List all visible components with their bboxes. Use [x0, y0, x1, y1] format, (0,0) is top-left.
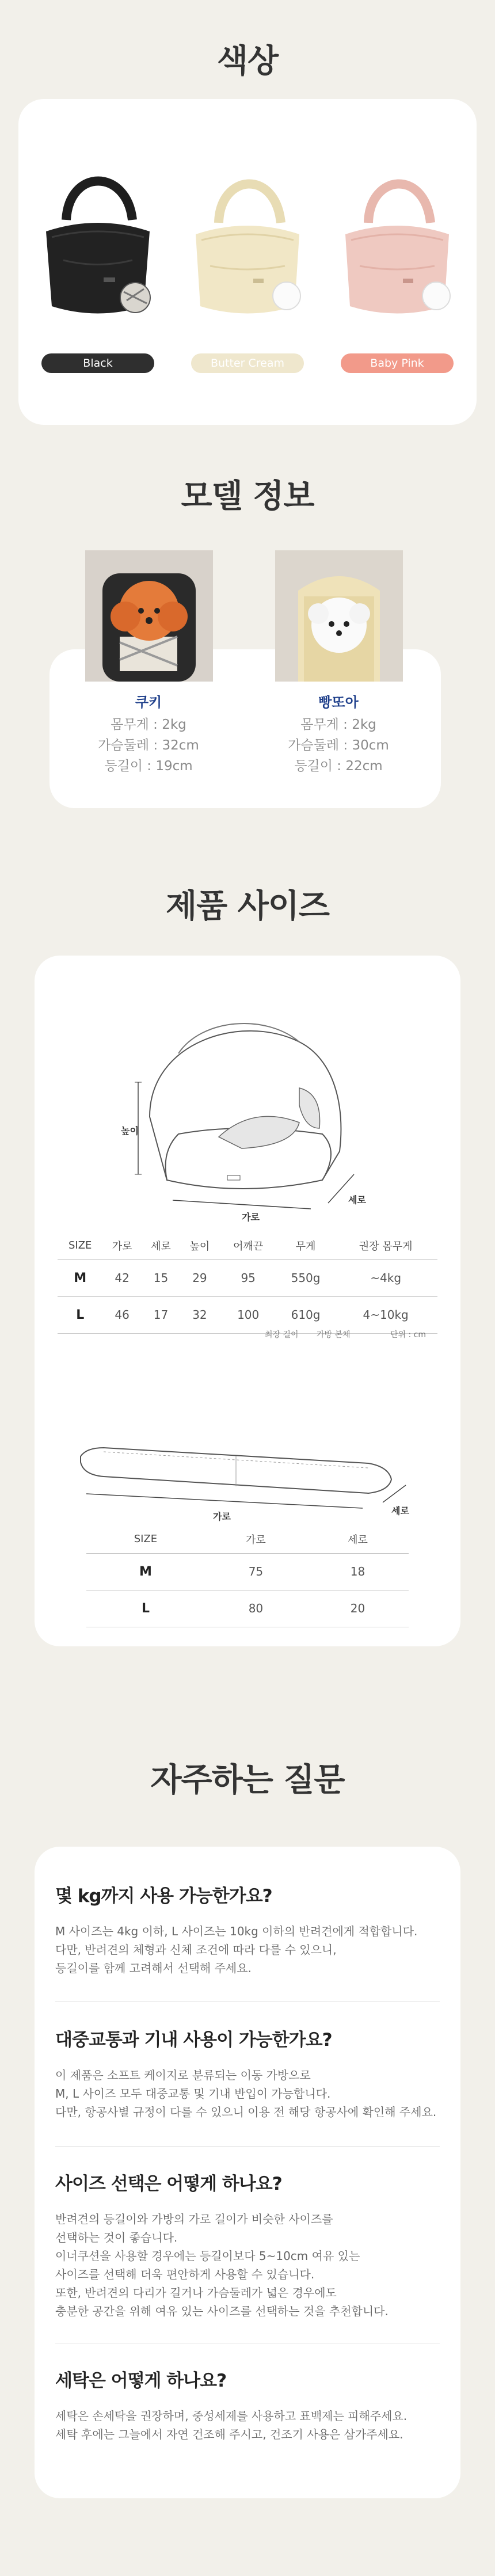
- model-back-length: 등길이 : 19cm: [104, 759, 193, 774]
- table-cell: 20: [307, 1590, 409, 1627]
- bag-image-baby-pink: [334, 145, 460, 335]
- table-header-cell: 무게: [277, 1232, 334, 1260]
- faq-question: 대중교통과 기내 사용이 가능한가요?: [55, 2030, 332, 2050]
- faq-divider: [55, 2146, 440, 2147]
- model-name: 빵또아: [318, 694, 359, 710]
- table-cell: 610g: [277, 1296, 334, 1333]
- colors-section-title: 색상: [216, 43, 279, 80]
- table-cell: 17: [142, 1296, 180, 1333]
- bag-dimension-diagram: [121, 990, 368, 1232]
- model-photo-cookie: [85, 550, 213, 682]
- table-row: [58, 1260, 437, 1296]
- faq-divider: [55, 2001, 440, 2002]
- table-cell: 18: [307, 1553, 409, 1590]
- faq-answer: 이 제품은 소프트 케이지로 분류되는 이동 가방으로 M, L 사이즈 모두 대중교통 및 기내 반입이 가능합니다. 다만, 항공사별 규정이 다를 수 있으니 이용 전 해당 항공사에 확인해 주세요.: [55, 2068, 437, 2119]
- note-bag-body: 가방 본체: [317, 1330, 351, 1340]
- cushion-label-width: 세로: [391, 1505, 409, 1516]
- model-info-cookie: [74, 691, 223, 777]
- bag-image-black: [35, 145, 161, 335]
- table-cell: 100: [219, 1296, 277, 1333]
- faq-answer: M 사이즈는 4kg 이하, L 사이즈는 10kg 이하의 반려견에게 적합합니다. 다만, 반려견의 체형과 신체 조건에 따라 다를 수 있으니, 등길이를 함께 고려해서 선택해 주세요.: [55, 1924, 418, 1975]
- faq-item: [55, 2366, 447, 2444]
- table-cell: 15: [142, 1260, 180, 1296]
- table-cell: L: [86, 1590, 205, 1627]
- table-row: [58, 1296, 437, 1333]
- table-header-cell: SIZE: [58, 1232, 102, 1260]
- diagram-label-width: 세로: [348, 1194, 366, 1205]
- bag-image-butter-cream: [184, 145, 311, 335]
- faq-section-title: 자주하는 질문: [150, 1761, 345, 1799]
- table-cell: M: [58, 1260, 102, 1296]
- table-header-cell: 가로: [102, 1232, 141, 1260]
- table-cell: ~4kg: [334, 1260, 437, 1296]
- table-header-cell: 세로: [307, 1525, 409, 1553]
- table-cell: 550g: [277, 1260, 334, 1296]
- note-unit: 단위 : cm: [390, 1330, 427, 1340]
- size-card: [35, 956, 460, 1646]
- table-cell: L: [58, 1296, 102, 1333]
- faq-question: 몇 kg까지 사용 가능한가요?: [55, 1886, 272, 1907]
- table-cell: 29: [180, 1260, 219, 1296]
- faq-card: [35, 1847, 460, 2498]
- table-row: [86, 1553, 409, 1590]
- table-cell: 4~10kg: [334, 1296, 437, 1333]
- table-cell: 32: [180, 1296, 219, 1333]
- model-weight: 몸무게 : 2kg: [111, 717, 186, 732]
- cushion-dimension-diagram: [69, 1422, 426, 1537]
- model-chest: 가슴둘레 : 32cm: [98, 738, 199, 753]
- model-back-length: 등길이 : 22cm: [294, 759, 383, 774]
- table-header-cell: SIZE: [86, 1525, 205, 1553]
- table-cell: 46: [102, 1296, 141, 1333]
- diagram-label-length: 가로: [242, 1212, 260, 1223]
- diagram-label-height: 높이: [121, 1125, 139, 1136]
- note-strap-length: 최장 길이: [265, 1330, 299, 1340]
- colors-card: [18, 99, 477, 425]
- table-row: [86, 1590, 409, 1627]
- faq-item: [55, 2169, 447, 2320]
- faq-item: [55, 1881, 447, 1977]
- table-cell: 75: [205, 1553, 307, 1590]
- model-name: 쿠키: [135, 694, 162, 710]
- size-table: [58, 1232, 437, 1334]
- table-cell: 42: [102, 1260, 141, 1296]
- color-label-baby-pink[interactable]: Baby Pink: [341, 353, 454, 373]
- table-cell: M: [86, 1553, 205, 1590]
- color-label-butter-cream[interactable]: Butter Cream: [191, 353, 304, 373]
- color-label-black[interactable]: Black: [41, 353, 154, 373]
- faq-question: 사이즈 선택은 어떻게 하나요?: [55, 2174, 282, 2194]
- table-header-cell: 세로: [142, 1232, 180, 1260]
- faq-answer: 반려견의 등길이와 가방의 가로 길이가 비슷한 사이즈를 선택하는 것이 좋습니다. 이너쿠션을 사용할 경우에는 등길이보다 5~10cm 여유 있는 사이즈를 선택해 더욱 편안하게 사용할 수 있습니다. 또한, 반려견의 다리가 길거나 가슴둘레가 넓은 경우에도 충분한 공간을 위해 여유 있는 사이즈를 선택하는 것을 추천합니다.: [55, 2212, 389, 2318]
- table-cell: 80: [205, 1590, 307, 1627]
- model-chest: 가슴둘레 : 30cm: [288, 738, 389, 753]
- table-header-cell: 가로: [205, 1525, 307, 1553]
- faq-answer: 세탁은 손세탁을 권장하며, 중성세제를 사용하고 표백제는 피해주세요. 세탁 후에는 그늘에서 자연 건조해 주시고, 건조기 사용은 삼가주세요.: [55, 2409, 408, 2441]
- table-cell: 95: [219, 1260, 277, 1296]
- cushion-size-table: [86, 1525, 409, 1627]
- model-info-bbangttoa: [264, 691, 413, 777]
- model-weight: 몸무게 : 2kg: [300, 717, 376, 732]
- faq-item: [55, 2025, 447, 2121]
- model-section-title: 모델 정보: [181, 478, 314, 515]
- table-header-cell: 높이: [180, 1232, 219, 1260]
- table-header-cell: 권장 몸무게: [334, 1232, 437, 1260]
- cushion-label-length: 가로: [213, 1511, 231, 1522]
- faq-question: 세탁은 어떻게 하나요?: [55, 2370, 227, 2391]
- size-section-title: 제품 사이즈: [166, 888, 329, 925]
- table-header-cell: 어깨끈: [219, 1232, 277, 1260]
- model-photo-bbangttoa: [275, 550, 403, 682]
